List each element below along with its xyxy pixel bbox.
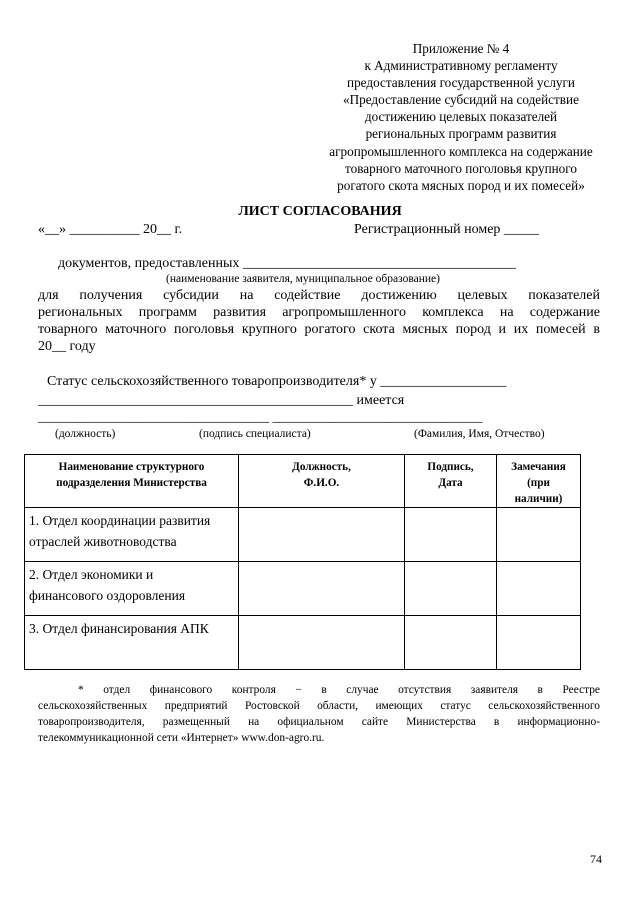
signature-cell[interactable] (405, 508, 497, 562)
purpose-line: для получения субсидии на содействие достижению целевых показателей (38, 288, 600, 303)
table-row (25, 562, 581, 616)
purpose-line: товарного маточного поголовья крупного рогатого скота мясных пород и их помесей в (38, 322, 600, 337)
header-department: Наименование структурного подразделения Министерства (25, 455, 239, 508)
header-remarks: Замечания (при наличии) (497, 455, 581, 508)
purpose-line: региональных программ развития агропромышленного комплекса на содержание (38, 305, 600, 320)
documents-caption: (наименование заявителя, муниципальное образование) (166, 273, 440, 285)
table-row (25, 616, 581, 670)
position-cell[interactable] (239, 616, 405, 670)
department-cell: 3. Отдел финансирования АПК (25, 616, 239, 670)
status-line: Статус сельскохозяйственного товаропроизводителя* у __________________ (47, 374, 507, 389)
caption-signature: (подпись специалиста) (199, 428, 311, 440)
documents-line: документов, предоставленных _______________________________________ (58, 256, 516, 271)
caption-name: (Фамилия, Имя, Отчество) (414, 428, 545, 440)
footnote-line: товаропроизводителя, размещенный на официальном сайте Министерства в информационно- (38, 716, 600, 728)
remarks-cell[interactable] (497, 616, 581, 670)
remarks-cell[interactable] (497, 508, 581, 562)
appendix-line: агропромышленного комплекса на содержание (329, 143, 593, 159)
remarks-cell[interactable] (497, 562, 581, 616)
appendix-line: достижению целевых показателей (364, 109, 558, 125)
department-cell: 1. Отдел координации развития отраслей животноводства (25, 508, 239, 562)
footnote-line: сельскохозяйственных предприятий Ростовской области, имеющих статус сельскохозяйственного (38, 700, 600, 712)
appendix-line: к Административному регламенту (364, 58, 558, 74)
header-signature-date: Подпись, Дата (405, 455, 497, 508)
registration-number: Регистрационный номер _____ (354, 222, 539, 237)
table-row (25, 508, 581, 562)
caption-position: (должность) (55, 428, 116, 440)
appendix-header (296, 40, 626, 194)
appendix-line: Приложение № 4 (412, 41, 510, 56)
appendix-line: региональных программ развития (365, 126, 557, 142)
position-cell[interactable] (239, 508, 405, 562)
date-line: «__» __________ 20__ г. (38, 222, 183, 237)
signature-cell[interactable] (405, 562, 497, 616)
document-title: ЛИСТ СОГЛАСОВАНИЯ (238, 204, 402, 219)
footnote-line: * отдел финансового контроля − в случае отсутствия заявителя в Реестре (78, 684, 600, 696)
appendix-line: рогатого скота мясных пород и их помесей» (337, 177, 585, 193)
appendix-line: «Предоставление субсидий на содействие (343, 92, 579, 108)
appendix-line: предоставления государственной услуги (347, 75, 575, 91)
approval-table (24, 454, 581, 670)
purpose-line: 20__ году (38, 339, 96, 354)
position-cell[interactable] (239, 562, 405, 616)
has-line: _____________________________________________ имеется (38, 393, 405, 408)
appendix-line: товарного маточного поголовья крупного (345, 160, 577, 176)
table-header-row (25, 455, 581, 508)
signature-line: _________________________________ ______________________________ (38, 410, 483, 425)
department-cell: 2. Отдел экономики и финансового оздоровления (25, 562, 239, 616)
footnote-line: телекоммуникационной сети «Интернет» www.don-agro.ru. (38, 732, 325, 744)
page-number: 74 (590, 852, 602, 866)
signature-cell[interactable] (405, 616, 497, 670)
header-position-name: Должность, Ф.И.О. (239, 455, 405, 508)
